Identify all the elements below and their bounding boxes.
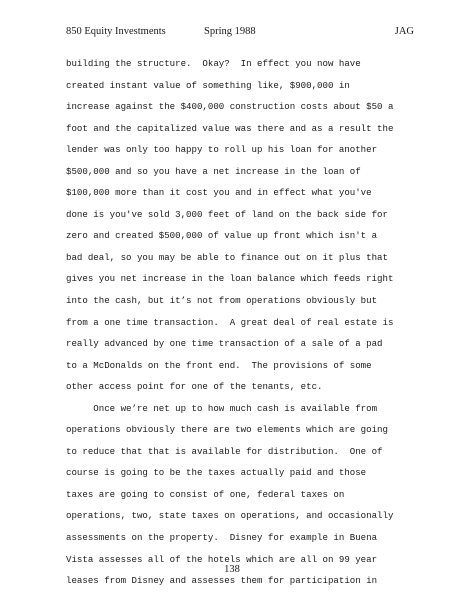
header-initials: JAG bbox=[394, 26, 414, 37]
text-line: into the cash, but it’s not from operations obviously but bbox=[66, 295, 378, 307]
header-course-title: 850 Equity Investments bbox=[66, 26, 166, 37]
text-line: $500,000 and so you have a net increase in the loan of bbox=[66, 165, 361, 177]
text-line: done is you've sold 3,000 feet of land on the back side for bbox=[66, 208, 388, 220]
text-line: $100,000 more than it cost you and in effect what you've bbox=[66, 187, 372, 199]
text-line: assessments on the property. Disney for example in Buena bbox=[66, 532, 378, 544]
header-term: Spring 1988 bbox=[204, 26, 256, 37]
text-line: to reduce that that is available for distribution. One of bbox=[66, 445, 383, 457]
text-line: increase against the $400,000 construction costs about $50 a bbox=[66, 101, 394, 113]
text-line: lender was only too happy to roll up his loan for another bbox=[66, 144, 378, 156]
text-line: building the structure. Okay? In effect you now have bbox=[66, 58, 361, 69]
text-line: to a McDonalds on the front end. The provisions of some bbox=[66, 359, 372, 371]
text-line: operations, two, state taxes on operations, and occasionally bbox=[66, 510, 394, 522]
text-line: leases from Disney and assesses them for participation in bbox=[66, 575, 378, 587]
text-line: course is going to be the taxes actually paid and those bbox=[66, 467, 367, 479]
text-line: bad deal, so you may be able to finance out on it plus that bbox=[66, 251, 388, 263]
text-line: operations obviously there are two elements which are going bbox=[66, 424, 388, 436]
page-header bbox=[66, 26, 414, 42]
text-line: gives you net increase in the loan balance which feeds right bbox=[66, 273, 394, 285]
text-line: other access point for one of the tenants, etc. bbox=[66, 381, 323, 393]
text-line: zero and created $500,000 of value up front which isn't a bbox=[66, 230, 378, 242]
transcript-body bbox=[66, 53, 426, 592]
text-line: from a one time transaction. A great deal of real estate is bbox=[66, 316, 394, 328]
text-line: foot and the capitalized value was there and as a result the bbox=[66, 122, 394, 134]
text-line: Vista assesses all of the hotels which are all on 99 year bbox=[66, 553, 378, 565]
page-number: 138 bbox=[224, 564, 240, 575]
text-line: created instant value of something like, $900,000 in bbox=[66, 79, 350, 91]
text-line: really advanced by one time transaction of a sale of a pad bbox=[66, 338, 383, 350]
text-line: taxes are going to consist of one, federal taxes on bbox=[66, 488, 345, 500]
text-line: Once we’re net up to how much cash is available from bbox=[66, 402, 378, 414]
